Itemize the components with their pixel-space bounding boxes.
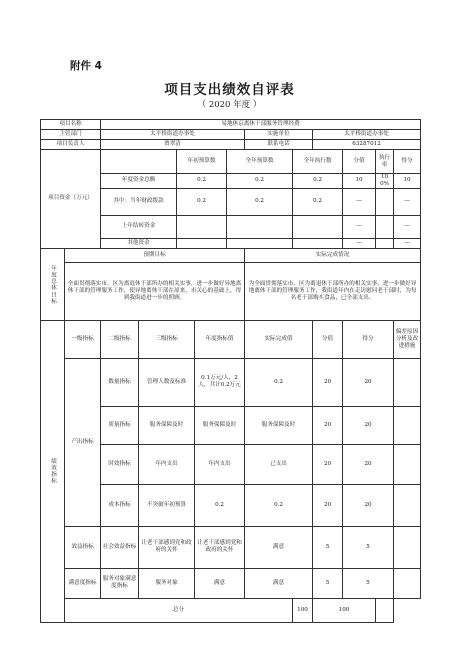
leader-label: 项目负责人 xyxy=(41,140,101,150)
perf-l2: 成本指标 xyxy=(101,484,139,526)
project-name-label: 项目名称 xyxy=(41,120,101,130)
perf-header-l2: 二级指标 xyxy=(101,320,139,358)
perf-note xyxy=(394,484,421,526)
goal-label: 年度总体目标 xyxy=(41,248,65,320)
perf-actual: 0.2 xyxy=(245,484,313,526)
perf-header-score: 分值 xyxy=(313,320,343,358)
funds-row-label: 其中：当年财政拨款 xyxy=(101,188,177,215)
funds-row-rate xyxy=(376,188,394,215)
total-score: 100 xyxy=(293,598,313,622)
funds-header-got: 得分 xyxy=(394,150,421,174)
perf-actual: 已支出 xyxy=(245,444,313,484)
perf-label: 绩效指标 xyxy=(41,320,65,622)
perf-score: 5 xyxy=(313,526,343,568)
perf-l3: 服务保障及时 xyxy=(139,406,195,444)
funds-row-score: 10 xyxy=(343,174,376,189)
perf-note xyxy=(394,444,421,484)
perf-got: 5 xyxy=(343,568,394,598)
perf-row xyxy=(41,568,421,598)
funds-row-initial: 0.2 xyxy=(177,188,227,215)
funds-row-got: — xyxy=(394,188,421,215)
funds-header-blank xyxy=(101,150,177,174)
funds-header-row xyxy=(41,150,421,174)
year-label: （ 2020 年度 ） xyxy=(197,100,262,110)
perf-header-l3: 三级指标 xyxy=(139,320,195,358)
perf-target: 让老干部感到党和政府的关怀 xyxy=(195,526,245,568)
perf-note xyxy=(394,526,421,568)
perf-note xyxy=(394,406,421,444)
perf-l2: 时效指标 xyxy=(101,444,139,484)
leader-value: 贾翠清 xyxy=(101,140,245,150)
funds-row-annual xyxy=(227,215,293,238)
perf-l3: 不突破年初预算 xyxy=(139,484,195,526)
goal-actual-header: 实际完成情况 xyxy=(245,248,421,262)
perf-l2: 数量指标 xyxy=(101,358,139,406)
perf-got: 20 xyxy=(343,406,394,444)
funds-row-label: 上年结转资金 xyxy=(101,215,177,238)
evaluation-table xyxy=(40,119,421,623)
perf-actual: 满意 xyxy=(245,568,313,598)
perf-header-l1: 一级指标 xyxy=(65,320,101,358)
total-note xyxy=(376,598,394,622)
funds-row-got: — xyxy=(394,215,421,238)
perf-target: 年内支出 xyxy=(195,444,245,484)
perf-actual: 0.2 xyxy=(245,358,313,406)
goal-header-row xyxy=(41,248,421,262)
funds-row-got: 10 xyxy=(394,174,421,189)
perf-header-got: 得分 xyxy=(343,320,394,358)
perf-actual: 服务保障及时 xyxy=(245,406,313,444)
funds-header-score: 分值 xyxy=(343,150,376,174)
funds-row-rate xyxy=(376,238,394,248)
perf-satisfaction-label: 满意度指标 xyxy=(65,568,101,598)
funds-row-annual xyxy=(227,238,293,248)
funds-header-annual: 全年预算数 xyxy=(227,150,293,174)
perf-target: 服务保障及时 xyxy=(195,406,245,444)
funds-row-score: — xyxy=(343,238,376,248)
funds-row-executed xyxy=(293,238,343,248)
perf-row xyxy=(41,358,421,406)
impl-value: 太平桥街道办事处 xyxy=(313,130,421,140)
perf-score: 20 xyxy=(313,444,343,484)
funds-row-rate xyxy=(376,215,394,238)
dept-value: 太平桥街道办事处 xyxy=(101,130,245,140)
dept-label: 主管部门 xyxy=(41,130,101,140)
phone-label: 联系电话 xyxy=(245,140,313,150)
funds-header-executed: 全年执行数 xyxy=(293,150,343,174)
perf-got: 20 xyxy=(343,358,394,406)
goal-expected-header: 预期目标 xyxy=(65,248,245,262)
funds-row-initial xyxy=(177,215,227,238)
perf-l2: 社会效益指标 xyxy=(101,526,139,568)
goal-content-row xyxy=(41,262,421,320)
funds-row-rate: 100% xyxy=(376,174,394,189)
goal-actual-text: 为全面贯彻落实市、区为离退休干部所办的相关实事，进一步做好异地离休干部的管理服务工作，我街道年内在走访慰问老干部时，为每名老干部购买食品，已全部支出。 xyxy=(245,262,421,320)
perf-got: 5 xyxy=(343,526,394,568)
total-label: 总分 xyxy=(65,598,293,622)
perf-score: 20 xyxy=(313,406,343,444)
funds-row-executed: 0.2 xyxy=(293,174,343,189)
total-got: 100 xyxy=(313,598,376,622)
funds-row-annual: 0.2 xyxy=(227,188,293,215)
funds-row-label: 年度资金总额 xyxy=(101,174,177,189)
annex-label: 附件 4 xyxy=(70,60,102,72)
leader-row xyxy=(41,140,421,150)
perf-score: 20 xyxy=(313,358,343,406)
total-row xyxy=(41,598,421,622)
perf-l2: 服务对象满意度指标 xyxy=(101,568,139,598)
perf-got: 20 xyxy=(343,484,394,526)
funds-header-initial: 年初预算数 xyxy=(177,150,227,174)
perf-l2: 质量指标 xyxy=(101,406,139,444)
funds-row-initial: 0.2 xyxy=(177,174,227,189)
perf-l3: 让老干部感到党和政府的关怀 xyxy=(139,526,195,568)
perf-score: 5 xyxy=(313,568,343,598)
phone-value: 63287012 xyxy=(313,140,421,150)
funds-label: 项目资金（万元） xyxy=(41,150,101,249)
perf-target: 满意 xyxy=(195,568,245,598)
funds-row-annual: 0.2 xyxy=(227,174,293,189)
perf-target: 0.2 xyxy=(195,484,245,526)
funds-header-rate: 执行率 xyxy=(376,150,394,174)
perf-header-actual: 实际完成值 xyxy=(245,320,313,358)
funds-row-label: 其他资金 xyxy=(101,238,177,248)
perf-output-label: 产出指标 xyxy=(65,358,101,526)
funds-row-got: — xyxy=(394,238,421,248)
perf-header-note: 偏差原因分析及改进措施 xyxy=(394,320,421,358)
funds-row-executed xyxy=(293,215,343,238)
funds-row-initial xyxy=(177,238,227,248)
funds-row-score: — xyxy=(343,215,376,238)
perf-note xyxy=(394,568,421,598)
impl-label: 实施单位 xyxy=(245,130,313,140)
funds-row-executed: 0.2 xyxy=(293,188,343,215)
page-title: 项目支出绩效自评表 xyxy=(164,82,295,98)
goal-expected-text: 全面贯彻落实市、区为离退休干部所办的相关实事，进一步做好异地离休干部的管理服务工作，使异地离休干部在原来，市关心的基础上，得到我街道进一步的照顾。 xyxy=(65,262,245,320)
perf-header-target: 年度指标值 xyxy=(195,320,245,358)
perf-l3: 服务对象 xyxy=(139,568,195,598)
perf-l3: 管理人数及标准 xyxy=(139,358,195,406)
perf-benefit-label: 效益指标 xyxy=(65,526,101,568)
funds-row-score: — xyxy=(343,188,376,215)
perf-l3: 年内支出 xyxy=(139,444,195,484)
perf-got: 20 xyxy=(343,444,394,484)
perf-row xyxy=(41,526,421,568)
perf-header-row xyxy=(41,320,421,358)
perf-target: 0.1万元/人，2人，共计0.2万元 xyxy=(195,358,245,406)
perf-score: 20 xyxy=(313,484,343,526)
perf-actual: 满意 xyxy=(245,526,313,568)
dept-row xyxy=(41,130,421,140)
perf-note xyxy=(394,358,421,406)
project-name-value: 易地休京离休干部服务管理经费 xyxy=(101,120,421,130)
project-name-row xyxy=(41,120,421,130)
